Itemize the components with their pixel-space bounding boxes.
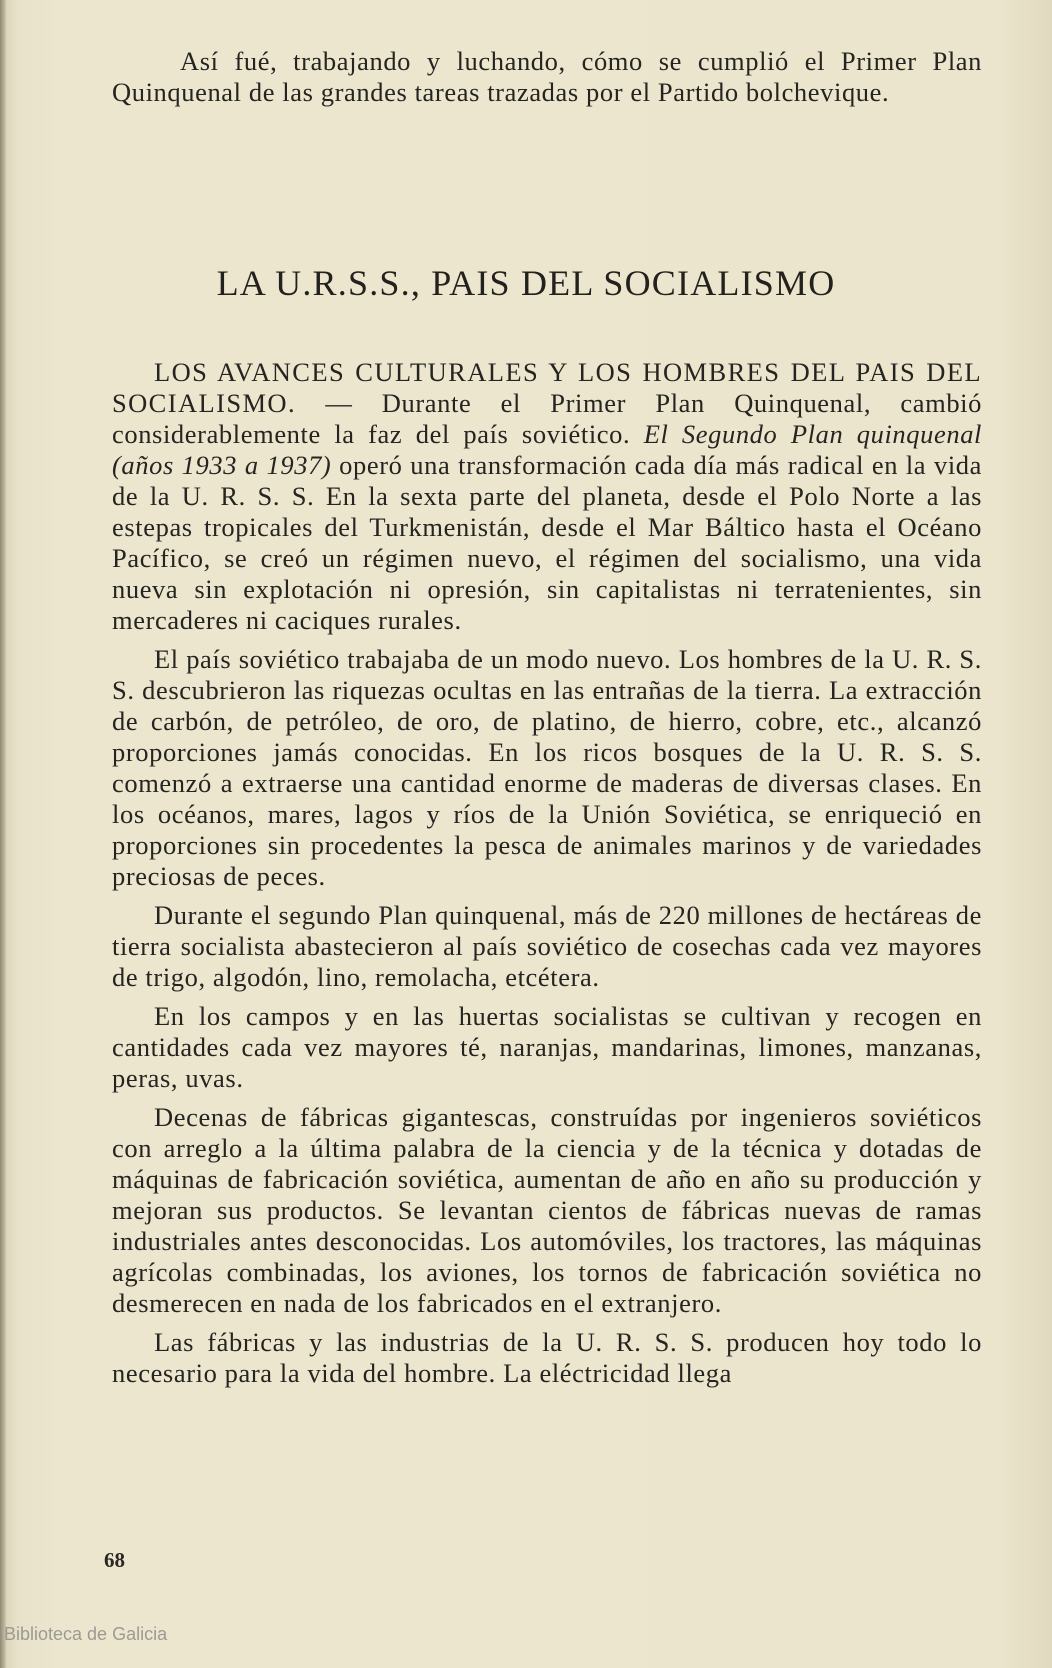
body-paragraph: En los campos y en las huertas socialistas se cultivan y recogen en cantidades cada vez mayores té, naranjas, mandarinas, limones, manzanas, peras, uvas. bbox=[112, 1001, 982, 1093]
section-italic-text: El Segundo Plan quinquenal (años 1933 a 1937) bbox=[112, 419, 983, 480]
body-paragraph: Las fábricas y las industrias de la U. R. S. S. producen hoy todo lo necesario para la vida del hombre. La eléctricidad llega bbox=[112, 1327, 982, 1388]
body-paragraph: Durante el segundo Plan quinquenal, más de 220 millones de hectáreas de tierra socialista abastecieron al país soviético de cosechas cada vez mayores de trigo, algodón, lino, remolacha, etcétera. bbox=[112, 900, 982, 992]
section-rest-text: operó una transformación cada día más radical en la vida de la U. R. S. S. En la sexta parte del planeta, desde el Polo Norte a las estepas tropicales del Turkmenistán, desde el Mar Báltico hasta el Océano Pacífico, se creó un régimen nuevo, el régimen del socialismo, una vida nueva sin explotación ni opresión, sin capitalistas ni terratenientes, sin mercaderes ni caciques rurales. bbox=[112, 450, 982, 635]
library-watermark: Biblioteca de Galicia bbox=[4, 1624, 168, 1644]
body-paragraph: El país soviético trabajaba de un modo nuevo. Los hombres de la U. R. S. S. descubrieron las riquezas ocultas en las entrañas de la tierra. La extracción de carbón, de petróleo, de oro, de platino, de hierro, cobre, etc., alcanzó proporciones jamás conocidas. En los ricos bosques de la U. R. S. S. comenzó a extraerse una cantidad enorme de maderas de diversas clases. En los océanos, mares, lagos y ríos de la Unión Soviética, se enriqueció en proporciones sin procedentes la pesca de animales marinos y de variedades preciosas de peces. bbox=[112, 644, 982, 891]
section-opening-paragraph bbox=[112, 357, 982, 636]
intro-paragraph: Así fué, trabajando y luchando, cómo se cumplió el Primer Plan Quinquenal de las grandes tareas trazadas por el Partido bolchevique. bbox=[112, 46, 982, 107]
chapter-title: LA U.R.S.S., PAIS DEL SOCIALISMO bbox=[216, 263, 836, 303]
page-spine-shadow bbox=[0, 0, 6, 1668]
section-dash: — bbox=[296, 388, 382, 418]
chapter-body bbox=[112, 357, 982, 1397]
section-heading: LOS AVANCES CULTURALES Y LOS HOMBRES DEL PAIS DEL SOCIALISMO. bbox=[112, 357, 982, 418]
body-paragraph: Decenas de fábricas gigantescas, construídas por ingenieros soviéticos con arreglo a la última palabra de la ciencia y de la técnica y dotadas de máquinas de fabricación soviética, aumentan de año en año su producción y mejoran sus productos. Se levantan cientos de fábricas nuevas de ramas industriales antes desconocidas. Los automóviles, los tractores, las máquinas agrícolas combinadas, los aviones, los tornos de fabricación soviética no desmerecen en nada de los fabricados en el extranjero. bbox=[112, 1102, 982, 1318]
intro-paragraph-block bbox=[112, 46, 982, 108]
page-number: 68 bbox=[104, 1548, 125, 1572]
section-lead-text: Durante el Primer Plan Quinquenal, cambió considerablemente la faz del país soviético. bbox=[112, 388, 982, 449]
